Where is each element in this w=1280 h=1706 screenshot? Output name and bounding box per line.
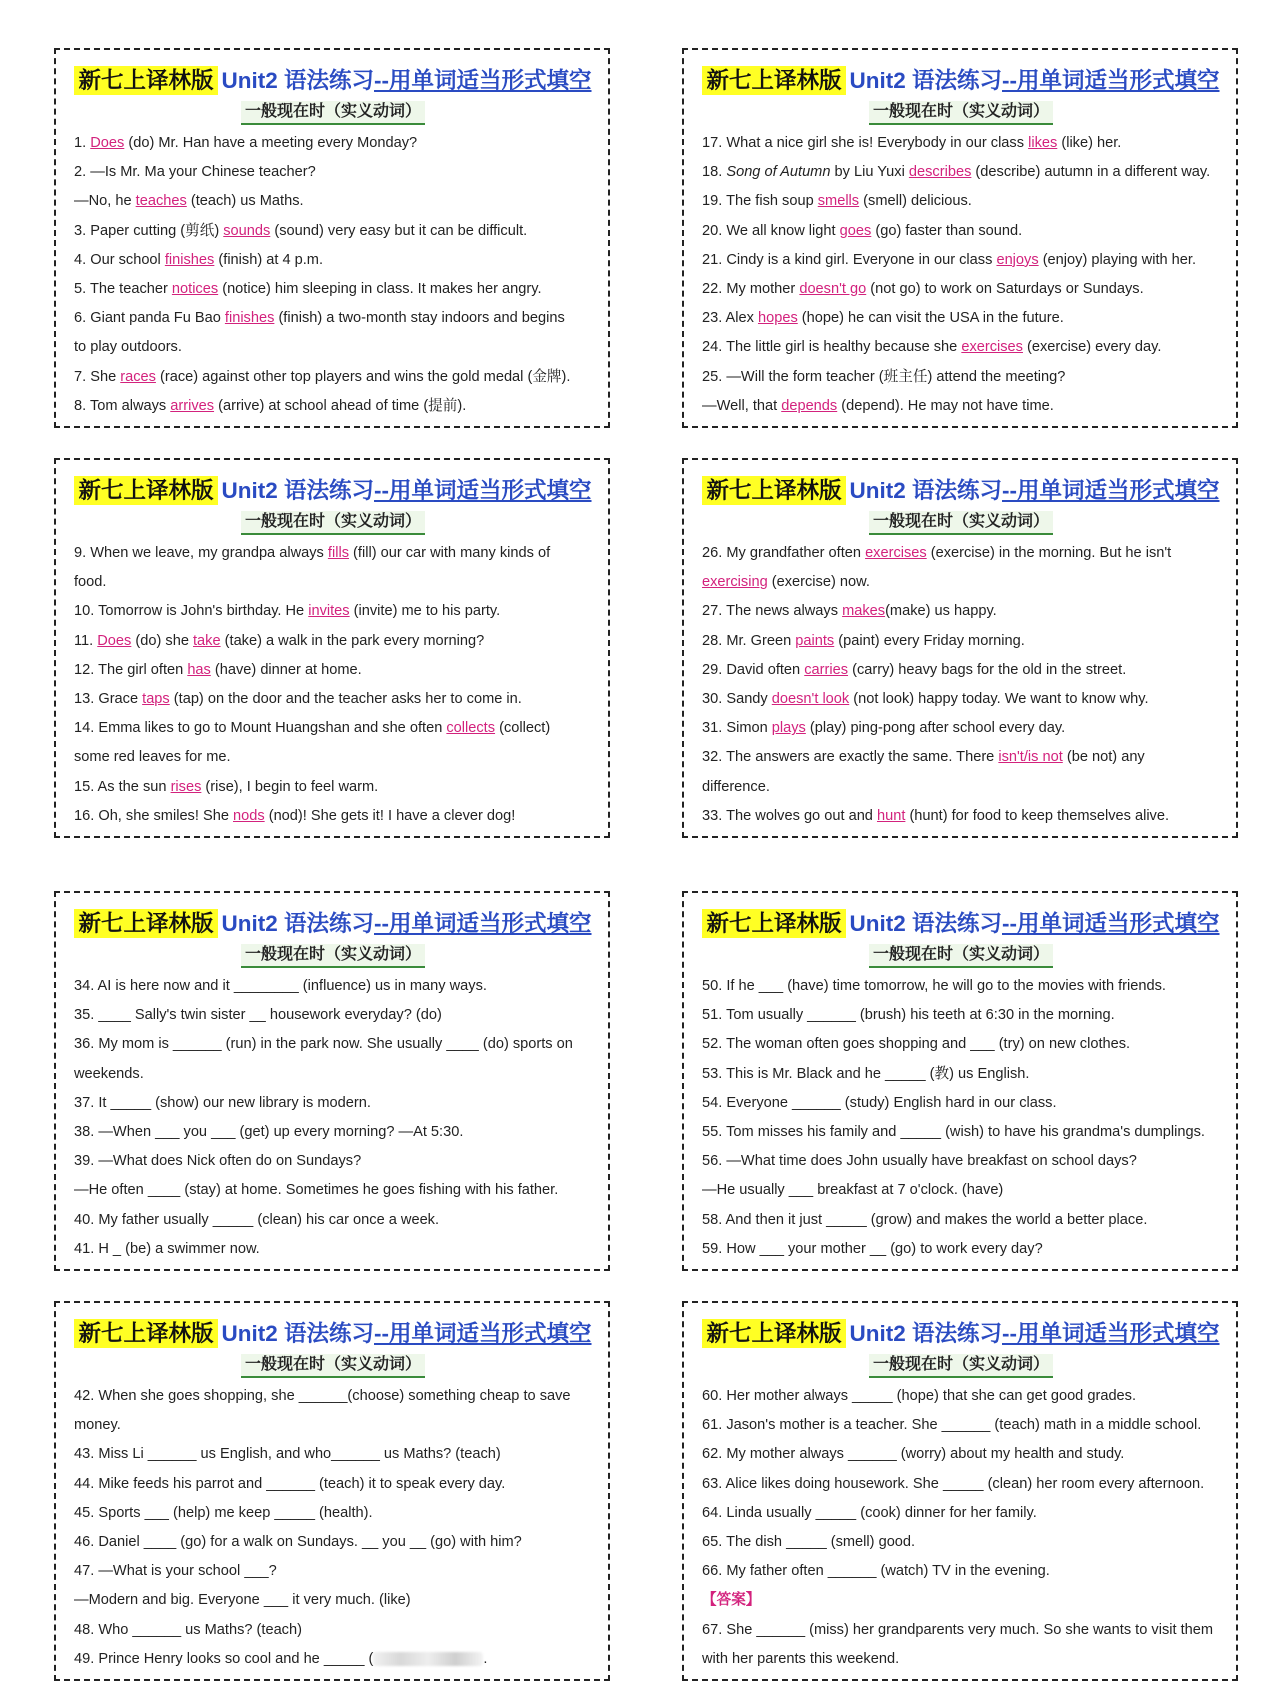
exercise-line: [702, 1206, 1220, 1235]
sentence-text: (paint) every Friday morning.: [834, 632, 1025, 649]
topic-label: --用单词适当形式填空: [374, 911, 592, 936]
exercise-line: [702, 1616, 1220, 1645]
exercise-line: [74, 1001, 592, 1030]
exercise-card-8: [682, 1301, 1238, 1681]
sentence-text: (hunt) for food to keep themselves alive.: [905, 807, 1170, 824]
sentence-text: 4. Our school: [74, 251, 165, 268]
sentence-text: 58. And then it just _____ (grow) and makes the world a better place.: [702, 1211, 1148, 1228]
exercise-line: [74, 1645, 592, 1674]
subtitle-label: 一般现在时（实义动词）: [869, 101, 1053, 125]
sentence-text: (play) ping-pong after school every day.: [805, 720, 1066, 737]
exercise-list: [74, 972, 592, 1264]
sentence-text: 30. Sandy: [702, 691, 772, 708]
sentence-text: 26. My grandfather often: [702, 545, 866, 561]
edition-highlight: 新七上译林版: [74, 909, 217, 938]
sentence-text: (be not) any: [1062, 749, 1145, 766]
answer-word: taps: [142, 691, 170, 708]
exercise-list: [702, 972, 1220, 1264]
sentence-text: 50. If he ___ (have) time tomorrow, he will go to the movies with friends.: [702, 978, 1166, 994]
exercise-card-1: [54, 48, 610, 428]
answer-word: exercising: [702, 574, 768, 591]
exercise-line: [702, 539, 1220, 568]
sentence-text: (arrive) at school ahead of time (提前).: [214, 397, 467, 414]
exercise-line: [702, 568, 1220, 597]
exercise-line: [702, 1499, 1220, 1528]
sentence-text: (exercise) now.: [767, 574, 870, 591]
sentence-text: with her parents this weekend.: [702, 1650, 900, 1667]
exercise-line: [74, 802, 592, 831]
answer-word: rises: [170, 778, 202, 795]
sentence-text: food.: [74, 574, 107, 591]
exercise-line: [74, 1411, 592, 1440]
exercise-line: [74, 568, 592, 597]
exercise-line: [702, 627, 1220, 656]
answer-word: has: [187, 661, 211, 678]
answer-word: invites: [308, 603, 350, 620]
sentence-text: 36. My mom is ______ (run) in the park now. She usually ____ (do) sports on: [74, 1036, 573, 1053]
topic-label: --用单词适当形式填空: [1002, 478, 1220, 503]
sentence-text: 47. —What is your school ___?: [74, 1563, 277, 1580]
subtitle-label: 一般现在时（实义动词）: [241, 101, 425, 125]
answer-word: hopes: [757, 310, 798, 327]
unit-label: Unit2 语法练习: [221, 911, 375, 936]
exercise-line: [702, 246, 1220, 275]
sentence-text: (make) us happy.: [885, 603, 997, 620]
sentence-text: (have) dinner at home.: [210, 661, 362, 678]
topic-label: --用单词适当形式填空: [1002, 1321, 1220, 1346]
sentence-text: weekends.: [74, 1065, 144, 1082]
exercise-line: [702, 158, 1220, 187]
exercise-line: [702, 773, 1220, 802]
answer-heading: 【答案】: [702, 1592, 761, 1609]
sentence-text: (do) she: [131, 632, 193, 649]
sentence-text: 9. When we leave, my grandpa always: [74, 545, 328, 561]
topic-label: --用单词适当形式填空: [374, 478, 592, 503]
exercise-line: [702, 714, 1220, 743]
card-subtitle: [702, 944, 1220, 968]
exercise-line: [74, 627, 592, 656]
sentence-text: 62. My mother always ______ (worry) about my health and study.: [702, 1446, 1125, 1463]
answer-word: exercises: [865, 545, 927, 561]
sentence-text: —He often ____ (stay) at home. Sometimes he goes fishing with his father.: [74, 1182, 559, 1199]
exercise-line: [74, 158, 592, 187]
sentence-text: (not look) happy today. We want to know why.: [849, 691, 1149, 708]
exercise-line: [702, 187, 1220, 216]
exercise-card-7: [54, 1301, 610, 1681]
card-subtitle: [74, 944, 592, 968]
sentence-text: —No, he: [74, 193, 136, 210]
topic-label: --用单词适当形式填空: [374, 68, 592, 93]
exercise-line: [702, 1147, 1220, 1176]
sentence-text: (hope) he can visit the USA in the future.: [797, 310, 1064, 327]
answer-word: Does: [90, 135, 125, 151]
answer-word: nods: [233, 807, 265, 824]
card-title: [702, 907, 1220, 941]
exercise-line: [702, 685, 1220, 714]
exercise-list: [702, 539, 1220, 831]
answer-word: notices: [171, 281, 219, 298]
sentence-text: (like) her.: [1057, 135, 1122, 151]
sentence-text: —Modern and big. Everyone ___ it very much. (like): [74, 1592, 411, 1609]
answer-word: collects: [446, 720, 496, 737]
exercise-line: [702, 1382, 1220, 1411]
sentence-text: 56. —What time does John usually have breakfast on school days?: [702, 1153, 1137, 1170]
sentence-text: 64. Linda usually _____ (cook) dinner for her family.: [702, 1504, 1037, 1521]
answer-word: doesn't go: [799, 281, 867, 298]
sentence-text: 14. Emma likes to go to Mount Huangshan and she often: [74, 720, 447, 737]
exercise-line: [702, 1528, 1220, 1557]
sentence-text: (do) Mr. Han have a meeting every Monday?: [124, 135, 418, 151]
exercise-list: [74, 129, 592, 421]
exercise-line: [74, 1382, 592, 1411]
sentence-text: 55. Tom misses his family and _____ (wish) to have his grandma's dumplings.: [702, 1124, 1205, 1141]
exercise-line: [74, 304, 592, 333]
exercise-line: [702, 1030, 1220, 1059]
sentence-text: 54. Everyone ______ (study) English hard in our class.: [702, 1094, 1057, 1111]
exercise-line: [74, 1440, 592, 1469]
unit-label: Unit2 语法练习: [849, 1321, 1003, 1346]
sentence-text: (exercise) every day.: [1022, 339, 1162, 356]
exercise-list: [702, 1382, 1220, 1674]
sentence-text: 8. Tom always: [74, 397, 171, 414]
exercise-line: [702, 743, 1220, 772]
unit-label: Unit2 语法练习: [221, 68, 375, 93]
answer-word: finishes: [164, 251, 215, 268]
card-title: [74, 474, 592, 508]
card-subtitle: [74, 101, 592, 125]
exercise-line: [74, 1060, 592, 1089]
sentence-text: 34. AI is here now and it ________ (influence) us in many ways.: [74, 978, 487, 994]
answer-word: hunt: [876, 807, 906, 824]
sentence-text: some red leaves for me.: [74, 749, 231, 766]
exercise-line: [74, 972, 592, 1001]
topic-label: --用单词适当形式填空: [1002, 68, 1220, 93]
sentence-text: 5. The teacher: [74, 281, 172, 298]
exercise-list: [702, 129, 1220, 421]
edition-highlight: 新七上译林版: [702, 476, 845, 505]
answer-word: carries: [804, 661, 849, 678]
sentence-text: (race) against other top players and wins the gold medal (金牌).: [155, 368, 571, 385]
sentence-text: 11.: [74, 632, 98, 649]
sentence-text: (enjoy) playing with her.: [1038, 251, 1197, 268]
sentence-text: 23. Alex: [702, 310, 758, 327]
sentence-text: (not go) to work on Saturdays or Sundays.: [866, 281, 1144, 298]
sentence-text: (rise), I begin to feel warm.: [201, 778, 379, 795]
sentence-text: 59. How ___ your mother __ (go) to work every day?: [702, 1240, 1043, 1257]
sentence-text: 40. My father usually _____ (clean) his car once a week.: [74, 1211, 440, 1228]
unit-label: Unit2 语法练习: [849, 911, 1003, 936]
unit-label: Unit2 语法练习: [849, 68, 1003, 93]
sentence-text: (exercise) in the morning. But he isn't: [926, 545, 1172, 561]
sentence-text: (go) faster than sound.: [871, 222, 1023, 239]
edition-highlight: 新七上译林版: [74, 476, 217, 505]
sentence-text: 3. Paper cutting (剪纸): [74, 222, 224, 239]
card-subtitle: [74, 1354, 592, 1378]
exercise-line: [74, 597, 592, 626]
exercise-line: [702, 1235, 1220, 1264]
answer-word: goes: [839, 222, 872, 239]
sentence-text: 48. Who ______ us Maths? (teach): [74, 1621, 302, 1638]
exercise-line: [74, 1499, 592, 1528]
exercise-line: [702, 333, 1220, 362]
answer-word: take: [193, 632, 221, 649]
exercise-line: [74, 187, 592, 216]
exercise-line: [74, 539, 592, 568]
card-subtitle: [74, 511, 592, 535]
sentence-text: 17. What a nice girl she is! Everybody in our class: [702, 135, 1029, 151]
exercise-card-3: [54, 458, 610, 838]
answer-word: smells: [817, 193, 860, 210]
exercise-line: [74, 1030, 592, 1059]
exercise-line: [74, 685, 592, 714]
exercise-line: [74, 1470, 592, 1499]
exercise-line: [702, 1118, 1220, 1147]
exercise-line: [702, 656, 1220, 685]
sentence-text: 31. Simon: [702, 720, 772, 737]
sentence-text: (depend). He may not have time.: [837, 397, 1054, 414]
answer-word: plays: [771, 720, 806, 737]
unit-label: Unit2 语法练习: [221, 1321, 375, 1346]
answer-word: enjoys: [996, 251, 1039, 268]
edition-highlight: 新七上译林版: [702, 909, 845, 938]
exercise-line: [74, 392, 592, 421]
sentence-text: 10. Tomorrow is John's birthday. He: [74, 603, 309, 620]
sentence-text: money.: [74, 1417, 121, 1434]
answer-word: arrives: [170, 397, 215, 414]
sentence-text: 18.: [702, 164, 727, 181]
sentence-text: 28. Mr. Green: [702, 632, 796, 649]
answer-word: Does: [97, 632, 132, 649]
exercise-line: [702, 217, 1220, 246]
sentence-text: 20. We all know light: [702, 222, 840, 239]
answer-word: paints: [795, 632, 835, 649]
exercise-card-5: [54, 891, 610, 1271]
sentence-text: 66. My father often ______ (watch) TV in the evening.: [702, 1563, 1050, 1580]
exercise-list: [74, 539, 592, 831]
unit-label: Unit2 语法练习: [221, 478, 375, 503]
sentence-text: 45. Sports ___ (help) me keep _____ (health).: [74, 1504, 373, 1521]
exercise-line: [702, 129, 1220, 158]
answer-word: races: [120, 368, 156, 385]
exercise-line: [74, 1147, 592, 1176]
sentence-text: 33. The wolves go out and: [702, 807, 877, 824]
sentence-text: to play outdoors.: [74, 339, 182, 356]
sentence-text: (tap) on the door and the teacher asks her to come in.: [169, 691, 522, 708]
exercise-line: [74, 743, 592, 772]
sentence-text: 44. Mike feeds his parrot and ______ (teach) it to speak every day.: [74, 1475, 506, 1492]
topic-label: --用单词适当形式填空: [1002, 911, 1220, 936]
exercise-line: [74, 1089, 592, 1118]
answer-word: likes: [1028, 135, 1058, 151]
sentence-text: by Liu Yuxi: [830, 164, 909, 181]
card-subtitle: [702, 511, 1220, 535]
sentence-text: 16. Oh, she smiles! She: [74, 807, 233, 824]
exercise-line: [702, 802, 1220, 831]
subtitle-label: 一般现在时（实义动词）: [869, 511, 1053, 535]
sentence-text: 35. ____ Sally's twin sister __ housework everyday? (do): [74, 1007, 442, 1024]
sentence-text: 53. This is Mr. Black and he _____ (教) us English.: [702, 1065, 1030, 1082]
sentence-text: (notice) him sleeping in class. It makes her angry.: [218, 281, 542, 298]
exercise-line: [74, 1235, 592, 1264]
card-subtitle: [702, 101, 1220, 125]
exercise-line: [74, 1176, 592, 1205]
exercise-line: [702, 1411, 1220, 1440]
sentence-text: 65. The dish _____ (smell) good.: [702, 1534, 916, 1551]
sentence-text: 1.: [74, 135, 91, 151]
exercise-line: [702, 1586, 1220, 1615]
subtitle-label: 一般现在时（实义动词）: [869, 1354, 1053, 1378]
exercise-line: [74, 773, 592, 802]
sentence-text: 21. Cindy is a kind girl. Everyone in our class: [702, 251, 997, 268]
sentence-text: 38. —When ___ you ___ (get) up every morning? —At 5:30.: [74, 1124, 464, 1141]
sentence-text: 24. The little girl is healthy because she: [702, 339, 962, 356]
sentence-text: 25. —Will the form teacher (班主任) attend the meeting?: [702, 368, 1066, 385]
card-title: [74, 1317, 592, 1351]
exercise-line: [702, 1470, 1220, 1499]
exercise-line: [702, 304, 1220, 333]
sentence-text: 15. As the sun: [74, 778, 171, 795]
answer-word: isn't/is not: [998, 749, 1063, 766]
sentence-text: (describe) autumn in a different way.: [971, 164, 1211, 181]
exercise-line: [702, 1089, 1220, 1118]
sentence-text: (fill) our car with many kinds of: [349, 545, 551, 561]
exercise-line: [74, 1528, 592, 1557]
unit-label: Unit2 语法练习: [849, 478, 1003, 503]
sentence-text: 42. When she goes shopping, she ______(choose) something cheap to save: [74, 1388, 571, 1404]
sentence-text: 61. Jason's mother is a teacher. She ______ (teach) math in a middle school.: [702, 1417, 1202, 1434]
exercise-list: [74, 1382, 592, 1674]
exercise-line: [702, 1060, 1220, 1089]
sentence-text: 60. Her mother always _____ (hope) that she can get good grades.: [702, 1388, 1137, 1404]
subtitle-label: 一般现在时（实义动词）: [869, 944, 1053, 968]
edition-highlight: 新七上译林版: [702, 66, 845, 95]
sentence-text: difference.: [702, 778, 770, 795]
sentence-text: 32. The answers are exactly the same. There: [702, 749, 999, 766]
sentence-text: 2. —Is Mr. Ma your Chinese teacher?: [74, 164, 316, 181]
topic-label: --用单词适当形式填空: [374, 1321, 592, 1346]
answer-word: depends: [781, 397, 838, 414]
sentence-text: 6. Giant panda Fu Bao: [74, 310, 225, 327]
exercise-line: [702, 363, 1220, 392]
exercise-card-6: [682, 891, 1238, 1271]
exercise-line: [702, 1440, 1220, 1469]
sentence-text: 22. My mother: [702, 281, 800, 298]
sentence-text: —Well, that: [702, 397, 782, 414]
exercise-card-4: [682, 458, 1238, 838]
answer-word: finishes: [224, 310, 275, 327]
sentence-text: (smell) delicious.: [859, 193, 972, 210]
sentence-text: (finish) at 4 p.m.: [214, 251, 324, 268]
sentence-text: —He usually ___ breakfast at 7 o'clock. (have): [702, 1182, 1004, 1199]
card-title: [702, 1317, 1220, 1351]
subtitle-label: 一般现在时（实义动词）: [241, 1354, 425, 1378]
subtitle-label: 一般现在时（实义动词）: [241, 944, 425, 968]
sentence-text: 29. David often: [702, 661, 805, 678]
exercise-line: [702, 1001, 1220, 1030]
sentence-text: 13. Grace: [74, 691, 143, 708]
sentence-text: (invite) me to his party.: [349, 603, 501, 620]
sentence-text: 52. The woman often goes shopping and ___ (try) on new clothes.: [702, 1036, 1131, 1053]
sentence-text: 46. Daniel ____ (go) for a walk on Sundays. __ you __ (go) with him?: [74, 1534, 522, 1551]
exercise-line: [74, 1586, 592, 1615]
answer-word: doesn't look: [771, 691, 850, 708]
exercise-line: [702, 275, 1220, 304]
blurred-text-patch: [373, 1652, 483, 1666]
exercise-line: [702, 597, 1220, 626]
exercise-line: [702, 1557, 1220, 1586]
sentence-text: (carry) heavy bags for the old in the street.: [848, 661, 1127, 678]
answer-word: exercises: [961, 339, 1023, 356]
edition-highlight: 新七上译林版: [702, 1319, 845, 1348]
sentence-text: (finish) a two-month stay indoors and begins: [274, 310, 565, 327]
answer-word: fills: [327, 545, 349, 561]
sentence-text: .: [483, 1650, 488, 1667]
exercise-line: [702, 1645, 1220, 1674]
card-subtitle: [702, 1354, 1220, 1378]
card-title: [74, 64, 592, 98]
sentence-text: (take) a walk in the park every morning?: [220, 632, 485, 649]
italic-title: Song of Autumn: [726, 164, 831, 181]
sentence-text: 43. Miss Li ______ us English, and who______ us Maths? (teach): [74, 1446, 501, 1463]
answer-word: sounds: [223, 222, 271, 239]
sentence-text: 41. H _ (be) a swimmer now.: [74, 1240, 260, 1257]
sentence-text: (nod)! She gets it! I have a clever dog!: [264, 807, 516, 824]
sentence-text: 63. Alice likes doing housework. She _____ (clean) her room every afternoon.: [702, 1475, 1205, 1492]
card-title: [74, 907, 592, 941]
card-title: [702, 64, 1220, 98]
sentence-text: 12. The girl often: [74, 661, 188, 678]
sentence-text: (collect): [495, 720, 551, 737]
edition-highlight: 新七上译林版: [74, 66, 217, 95]
answer-word: teaches: [135, 193, 187, 210]
exercise-line: [702, 972, 1220, 1001]
sentence-text: 37. It _____ (show) our new library is modern.: [74, 1094, 371, 1111]
sentence-text: (sound) very easy but it can be difficult.: [270, 222, 528, 239]
exercise-line: [702, 392, 1220, 421]
exercise-line: [74, 1118, 592, 1147]
exercise-line: [74, 217, 592, 246]
sentence-text: 49. Prince Henry looks so cool and he _____ (: [74, 1650, 374, 1667]
answer-word: makes: [842, 603, 886, 620]
exercise-line: [74, 246, 592, 275]
exercise-line: [74, 363, 592, 392]
exercise-line: [74, 714, 592, 743]
sentence-text: 39. —What does Nick often do on Sundays?: [74, 1153, 362, 1170]
subtitle-label: 一般现在时（实义动词）: [241, 511, 425, 535]
exercise-line: [74, 1206, 592, 1235]
sentence-text: (teach) us Maths.: [186, 193, 304, 210]
exercise-line: [74, 333, 592, 362]
exercise-card-2: [682, 48, 1238, 428]
exercise-line: [74, 656, 592, 685]
sentence-text: 7. She: [74, 368, 121, 385]
sentence-text: 51. Tom usually ______ (brush) his teeth at 6:30 in the morning.: [702, 1007, 1115, 1024]
answer-word: describes: [908, 164, 972, 181]
exercise-line: [74, 275, 592, 304]
exercise-line: [702, 1176, 1220, 1205]
sentence-text: 19. The fish soup: [702, 193, 818, 210]
sentence-text: 67. She ______ (miss) her grandparents very much. So she wants to visit them: [702, 1621, 1214, 1638]
exercise-line: [74, 1557, 592, 1586]
edition-highlight: 新七上译林版: [74, 1319, 217, 1348]
sentence-text: 27. The news always: [702, 603, 843, 620]
exercise-line: [74, 1616, 592, 1645]
card-title: [702, 474, 1220, 508]
exercise-line: [74, 129, 592, 158]
